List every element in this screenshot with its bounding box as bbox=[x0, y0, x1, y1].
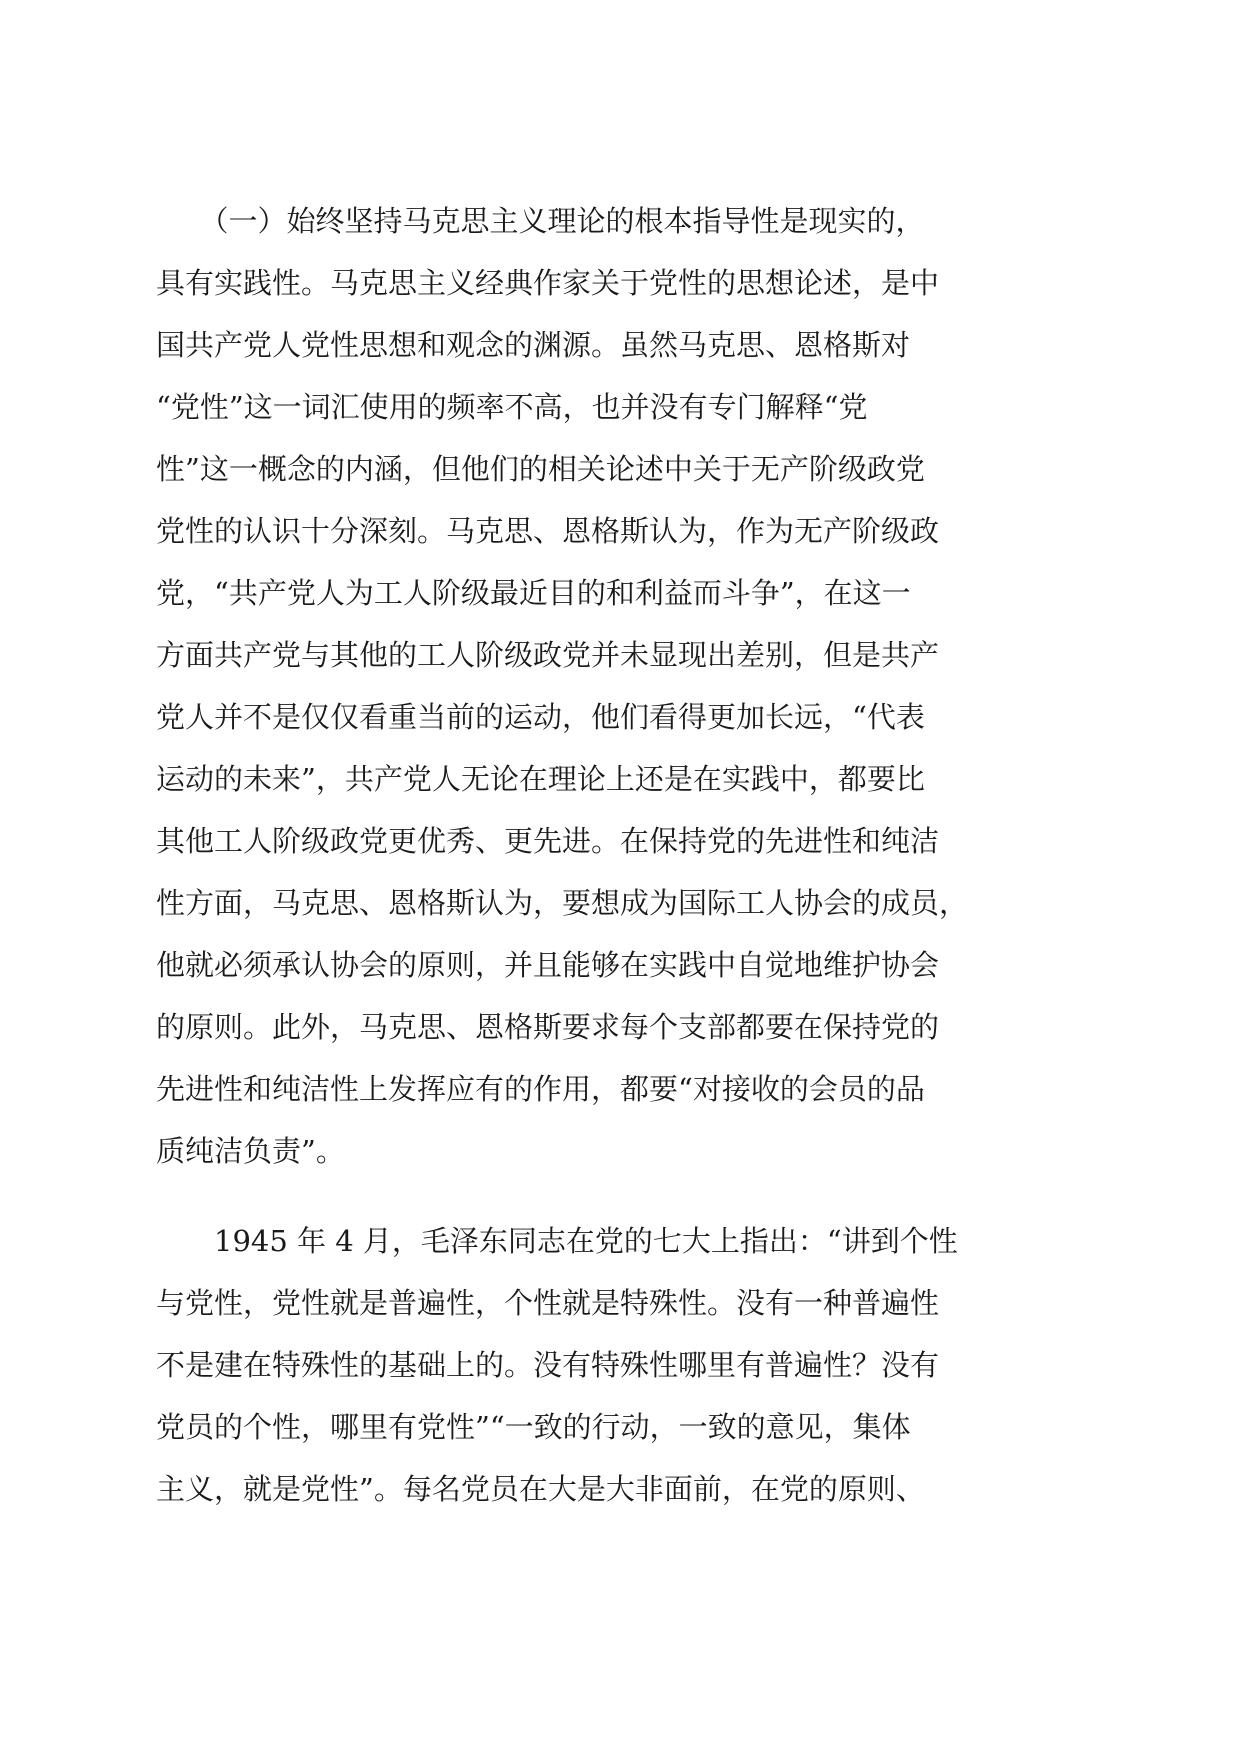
paragraph-line: 与党性，党性就是普遍性，个性就是特殊性。没有一种普遍性 bbox=[156, 1286, 940, 1320]
paragraph-line: 他就必须承认协会的原则，并且能够在实践中自觉地维护协会 bbox=[156, 948, 940, 982]
paragraph-line: 其他工人阶级政党更优秀、更先进。在保持党的先进性和纯洁 bbox=[156, 824, 940, 858]
paragraph-line: 性”这一概念的内涵，但他们的相关论述中关于无产阶级政党 bbox=[156, 452, 925, 486]
paragraph-line: 党性的认识十分深刻。马克思、恩格斯认为，作为无产阶级政 bbox=[156, 514, 940, 548]
paragraph-line: 具有实践性。马克思主义经典作家关于党性的思想论述，是中 bbox=[156, 266, 940, 300]
paragraph-line: “党性”这一词汇使用的频率不高，也并没有专门解释“党 bbox=[156, 390, 868, 424]
paragraph-line: 不是建在特殊性的基础上的。没有特殊性哪里有普遍性？没有 bbox=[156, 1348, 940, 1382]
paragraph-1 bbox=[156, 190, 1066, 1182]
paragraph-line: 的原则。此外，马克思、恩格斯要求每个支部都要在保持党的 bbox=[156, 1010, 940, 1044]
paragraph-line: 1945 年 4 月，毛泽东同志在党的七大上指出：“讲到个性 bbox=[156, 1224, 958, 1258]
paragraph-line: 性方面，马克思、恩格斯认为，要想成为国际工人协会的成员， bbox=[156, 886, 969, 920]
paragraph-line: 党员的个性，哪里有党性”“一致的行动，一致的意见，集体 bbox=[156, 1410, 911, 1444]
paragraph-line: 党，“共产党人为工人阶级最近目的和利益而斗争”，在这一 bbox=[156, 576, 911, 610]
paragraph-line: 党人并不是仅仅看重当前的运动，他们看得更加长远，“代表 bbox=[156, 700, 925, 734]
paragraph-line: 主义，就是党性”。每名党员在大是大非面前，在党的原则、 bbox=[156, 1472, 925, 1506]
paragraph-line: 先进性和纯洁性上发挥应有的作用，都要“对接收的会员的品 bbox=[156, 1072, 925, 1106]
paragraph-line: 国共产党人党性思想和观念的渊源。虽然马克思、恩格斯对 bbox=[156, 328, 911, 362]
paragraph-line: 运动的未来”，共产党人无论在理论上还是在实践中，都要比 bbox=[156, 762, 925, 796]
paragraph-line: 质纯洁负责”。 bbox=[156, 1134, 345, 1168]
paragraph-2 bbox=[156, 1210, 1066, 1520]
paragraph-line: （一）始终坚持马克思主义理论的根本指导性是现实的， bbox=[156, 204, 925, 238]
paragraph-line: 方面共产党与其他的工人阶级政党并未显现出差别，但是共产 bbox=[156, 638, 940, 672]
